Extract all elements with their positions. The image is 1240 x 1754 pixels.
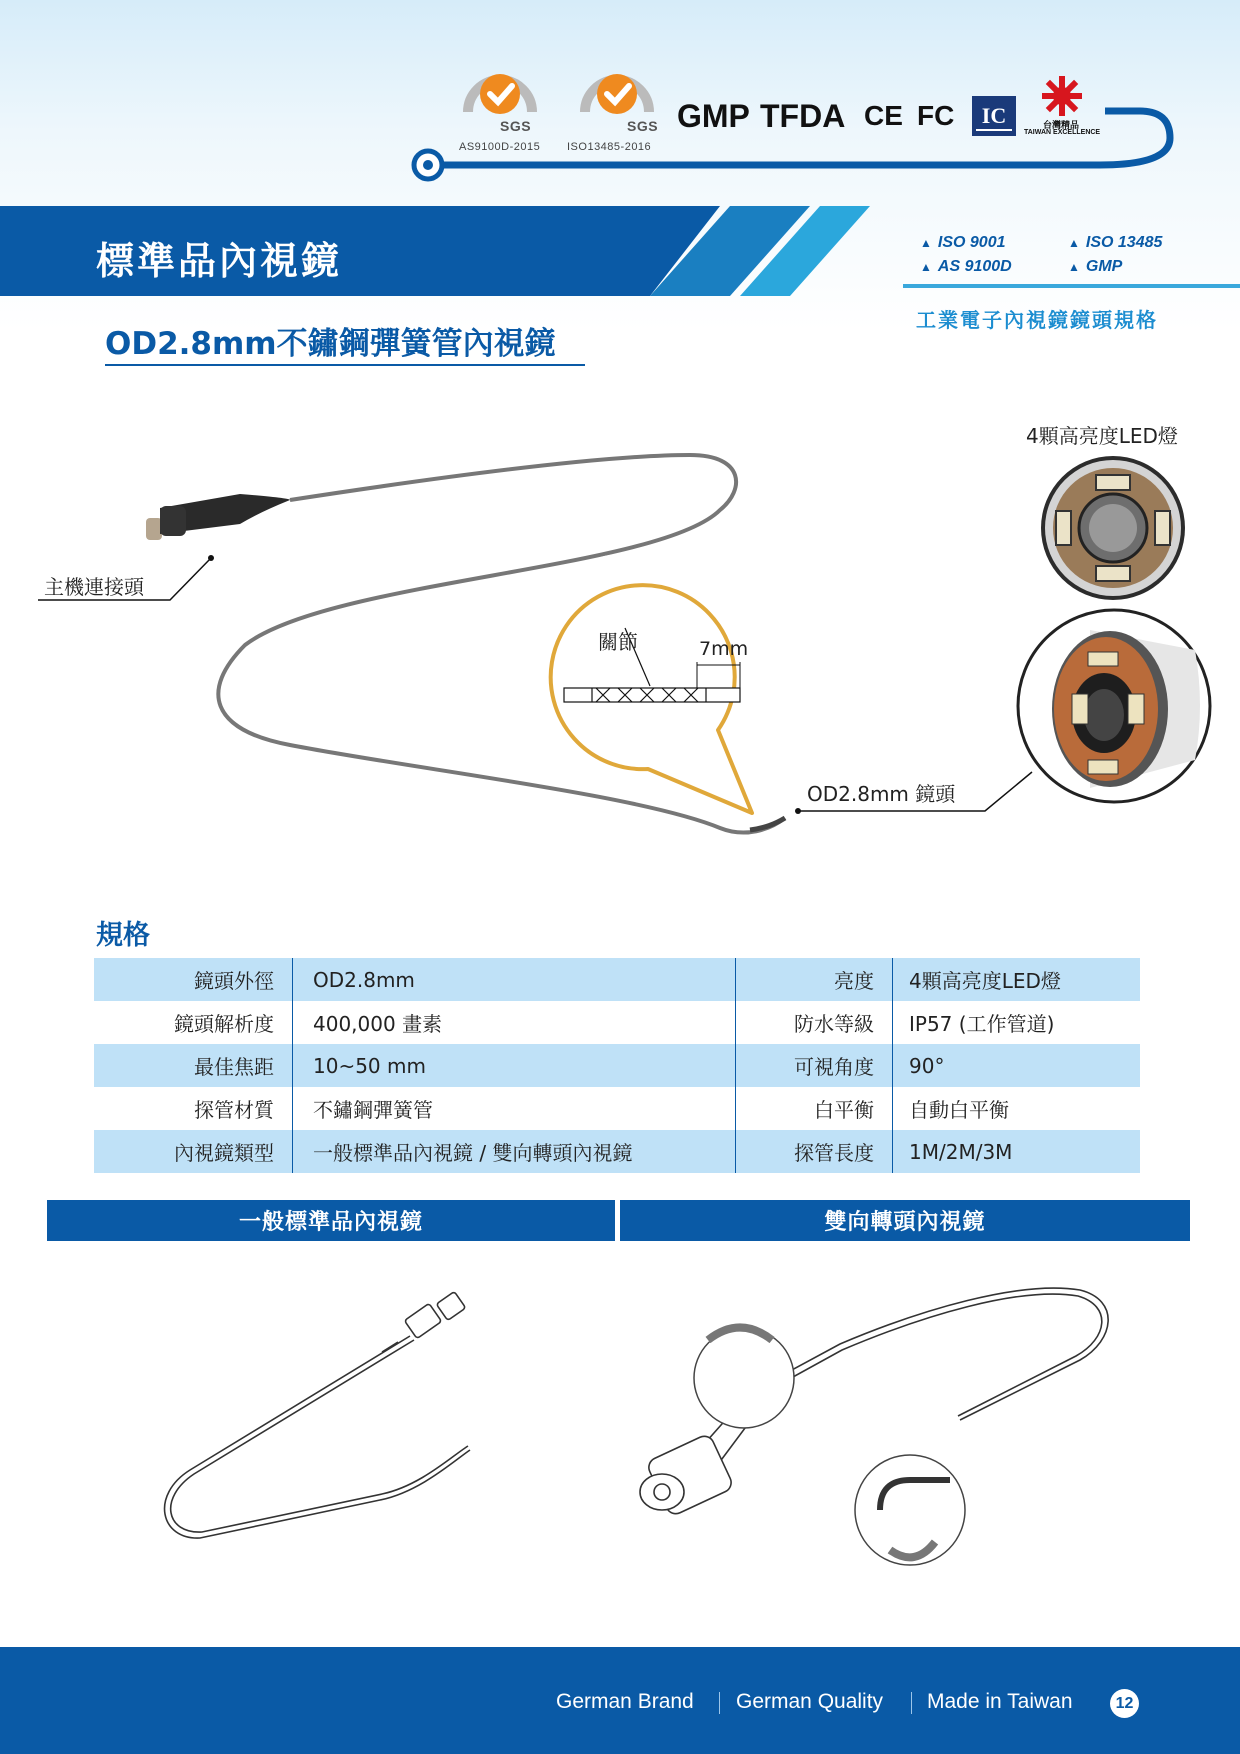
spec-key: 白平衡 [736, 1087, 893, 1130]
gmp-mark: GMP [677, 98, 750, 134]
connector-icon [146, 494, 290, 540]
category-standard: 一般標準品內視鏡 [47, 1200, 615, 1241]
led-front-view-icon [1041, 456, 1185, 600]
iso-item: ▲ ISO 9001 [920, 234, 1006, 251]
led-label: 4顆高亮度LED燈 [1026, 424, 1178, 448]
graduation-cap-icon: ▲ [1068, 260, 1080, 274]
footer-divider [911, 1692, 912, 1714]
table-row [94, 1130, 1140, 1173]
spec-key: 探管長度 [736, 1130, 893, 1173]
iso-item: ▲ GMP [1068, 258, 1123, 275]
table-row [94, 1001, 1140, 1044]
joint-zoom-bubble [534, 554, 752, 813]
section-subtitle: 工業電子內視鏡鏡頭規格 [916, 308, 1158, 332]
lens-tip-view-icon [1018, 610, 1210, 802]
standard-endoscope-drawing [165, 1291, 470, 1538]
graduation-cap-icon: ▲ [920, 260, 932, 274]
sgs-brand-1: SGS [500, 118, 532, 134]
spec-key: 亮度 [736, 958, 893, 1001]
footer-divider [719, 1692, 720, 1714]
table-row [94, 1044, 1140, 1087]
spec-value: 1M/2M/3M [893, 1130, 1141, 1173]
banner-title: 標準品內視鏡 [96, 239, 343, 283]
spec-value: 400,000 畫素 [293, 1001, 736, 1044]
spec-table [94, 958, 1140, 1173]
footer-item-brand: German Brand [556, 1690, 694, 1713]
joint-label: 關節 [598, 630, 638, 654]
spec-key: 內視鏡類型 [94, 1130, 293, 1173]
spec-heading: 規格 [96, 920, 150, 951]
connector-label: 主機連接頭 [44, 575, 144, 599]
spec-key: 鏡頭外徑 [94, 958, 293, 1001]
page-number: 12 [1110, 1689, 1139, 1718]
ic-logo-icon [972, 96, 1016, 136]
sgs-brand-2: SGS [627, 118, 659, 134]
footer-item-quality: German Quality [736, 1690, 884, 1713]
product-line-drawings [0, 1280, 1240, 1580]
spec-value: IP57 (工作管道) [893, 1001, 1141, 1044]
spec-value: 90° [893, 1044, 1141, 1087]
ce-mark: CE [864, 100, 903, 131]
taiwan-excellence-cn: 台灣精品 [1043, 121, 1080, 131]
lens-label: OD2.8mm 鏡頭 [807, 782, 956, 806]
table-row [94, 958, 1140, 1001]
iso-item: ▲ AS 9100D [920, 258, 1012, 275]
category-articulating: 雙向轉頭內視鏡 [620, 1200, 1190, 1241]
iso-divider [903, 284, 1240, 288]
spec-value: OD2.8mm [293, 958, 736, 1001]
spec-value: 自動白平衡 [893, 1087, 1141, 1130]
joint-length-label: 7mm [699, 638, 749, 660]
product-title: OD2.8mm不鏽鋼彈簧管內視鏡 [105, 326, 556, 362]
svg-text:IC: IC [981, 103, 1007, 128]
taiwan-excellence-logo-icon [1040, 74, 1084, 118]
taiwan-excellence-en: TAIWAN EXCELLENCE [1024, 129, 1101, 136]
spec-value: 4顆高亮度LED燈 [893, 958, 1141, 1001]
sgs-code-1: AS9100D-2015 [459, 141, 541, 153]
spec-value: 不鏽鋼彈簧管 [293, 1087, 736, 1130]
product-title-underline [105, 364, 585, 366]
spec-key: 最佳焦距 [94, 1044, 293, 1087]
graduation-cap-icon: ▲ [1068, 236, 1080, 250]
spec-key: 防水等級 [736, 1001, 893, 1044]
footer-item-origin: Made in Taiwan [927, 1690, 1073, 1713]
tfda-mark: TFDA [760, 98, 846, 134]
banner-stripes [650, 206, 880, 296]
sgs-code-2: ISO13485-2016 [567, 141, 652, 153]
spec-value: 10~50 mm [293, 1044, 736, 1087]
fc-mark: FC [917, 100, 955, 131]
iso-item: ▲ ISO 13485 [1068, 234, 1163, 251]
table-row [94, 1087, 1140, 1130]
spec-key: 鏡頭解析度 [174, 1012, 274, 1036]
spec-key: 探管材質 [194, 1098, 274, 1122]
spec-value: 一般標準品內視鏡 / 雙向轉頭內視鏡 [293, 1130, 736, 1173]
spec-key: 可視角度 [736, 1044, 893, 1087]
articulating-zoom-icons [694, 1328, 965, 1566]
graduation-cap-icon: ▲ [920, 236, 932, 250]
